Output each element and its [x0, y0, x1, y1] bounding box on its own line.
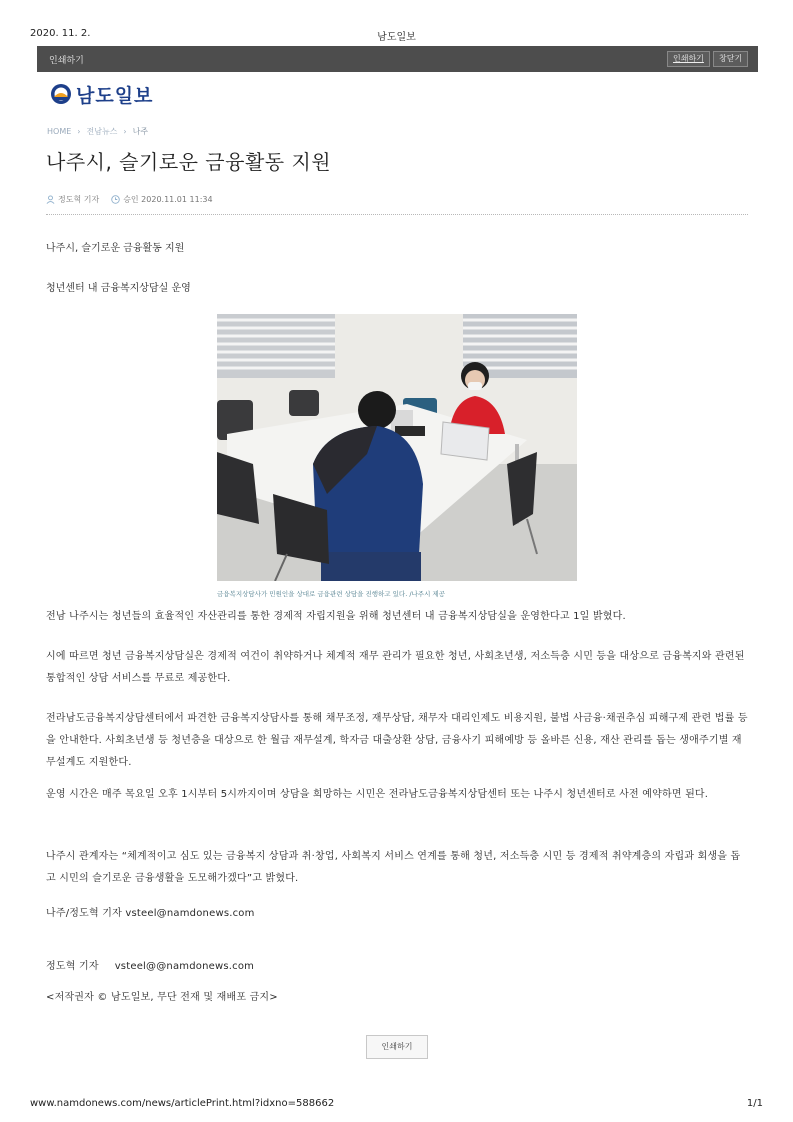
divider — [46, 214, 748, 215]
article-paragraph: 전라남도금융복지상담센터에서 파견한 금융복지상담사를 통해 채무조정, 재무상담, 채무자 대리인제도 비용지원, 불법 사금융·채권추심 피해구제 관련 법률 등을 안내한다. 사회초년생 등 청년층을 대상으로 한 월급 재무설계, 학자금 대출상환 상담, 금융사기 피해예방 등 올바른 신용, 재산 관리를 돕는 생애주기별 재무설계도 지원한다. — [46, 713, 748, 768]
article-paragraph: 나주시 관계자는 “체계적이고 심도 있는 금융복지 상담과 취·창업, 사회복지 서비스 연계를 통해 청년, 저소득층 시민 등 경제적 취약계층의 자립과 회생을 돕고 시민의 슬기로운 금융생활을 도모해가겠다”고 밝혔다. — [46, 851, 741, 884]
article-subtitle-2: 청년센터 내 금융복지상담실 운영 — [46, 283, 191, 294]
breadcrumb-home[interactable]: HOME — [47, 127, 72, 136]
reporter-name: 정도혁 기자 — [58, 195, 100, 204]
chevron-right-icon: › — [77, 127, 81, 136]
clock-icon — [111, 195, 120, 204]
logo-text: 남도일보 — [76, 84, 154, 107]
article-meta — [46, 194, 213, 205]
article-paragraph: 운영 시간은 매주 목요일 오후 1시부터 5시까지이며 상담을 희망하는 시민은 전라남도금융복지상담센터 또는 나주시 청년센터로 사전 예약하면 된다. — [46, 789, 709, 800]
article-headline: 나주시, 슬기로운 금융활동 지원 — [46, 150, 332, 174]
breadcrumb-section[interactable]: 전남뉴스 — [86, 127, 118, 136]
print-url: www.namdonews.com/news/articlePrint.html?idxno=588662 — [30, 1098, 335, 1109]
print-date: 2020. 11. 2. — [30, 28, 91, 39]
article-byline: 나주/정도혁 기자 vsteel@namdonews.com — [46, 908, 255, 919]
print-toolbar-title: 인쇄하기 — [49, 56, 84, 66]
site-logo[interactable] — [50, 82, 153, 106]
photo-caption: 금융복지상담사가 민원인을 상대로 금융관련 상담을 진행하고 있다. /나주시 제공 — [217, 590, 445, 598]
article-paragraph: 시에 따르면 청년 금융복지상담실은 경제적 여건이 취약하거나 체계적 재무 관리가 필요한 청년, 사회초년생, 저소득층 시민 등을 대상으로 금융복지와 관련된 통합적인 상담 서비스를 무료로 제공한다. — [46, 651, 745, 684]
article-subtitle-1: 나주시, 슬기로운 금융활동 지원 — [46, 243, 185, 254]
article-paragraph: 전남 나주시는 청년들의 효율적인 자산관리를 통한 경제적 자립지원을 위해 청년센터 내 금융복지상담실을 운영한다고 1일 밝혔다. — [46, 611, 626, 622]
print-site-title: 남도일보 — [377, 32, 416, 43]
print-toolbar — [37, 46, 758, 72]
article-photo — [217, 314, 577, 581]
reporter-signature — [46, 956, 750, 978]
breadcrumb-current[interactable]: 나주 — [132, 127, 149, 136]
reporter-sign-name: 정도혁 기자 — [46, 961, 99, 972]
counseling-scene-image — [217, 314, 577, 581]
approval-time: 승인 2020.11.01 11:34 — [123, 195, 213, 204]
print-footer — [30, 1098, 763, 1112]
print-bottom-button[interactable]: 인쇄하기 — [366, 1035, 428, 1059]
print-header — [30, 28, 763, 42]
page-number: 1/1 — [746, 1098, 763, 1109]
person-icon — [46, 195, 55, 204]
close-window-button[interactable]: 창닫기 — [713, 51, 748, 67]
logo-emblem-icon — [50, 83, 72, 105]
breadcrumb — [47, 126, 148, 137]
copyright-notice: <저작권자 © 남도일보, 무단 전재 및 재배포 금지> — [46, 992, 278, 1003]
print-button[interactable]: 인쇄하기 — [667, 51, 710, 67]
chevron-right-icon: › — [123, 127, 127, 136]
reporter-email[interactable]: vsteel@@namdonews.com — [114, 961, 255, 972]
